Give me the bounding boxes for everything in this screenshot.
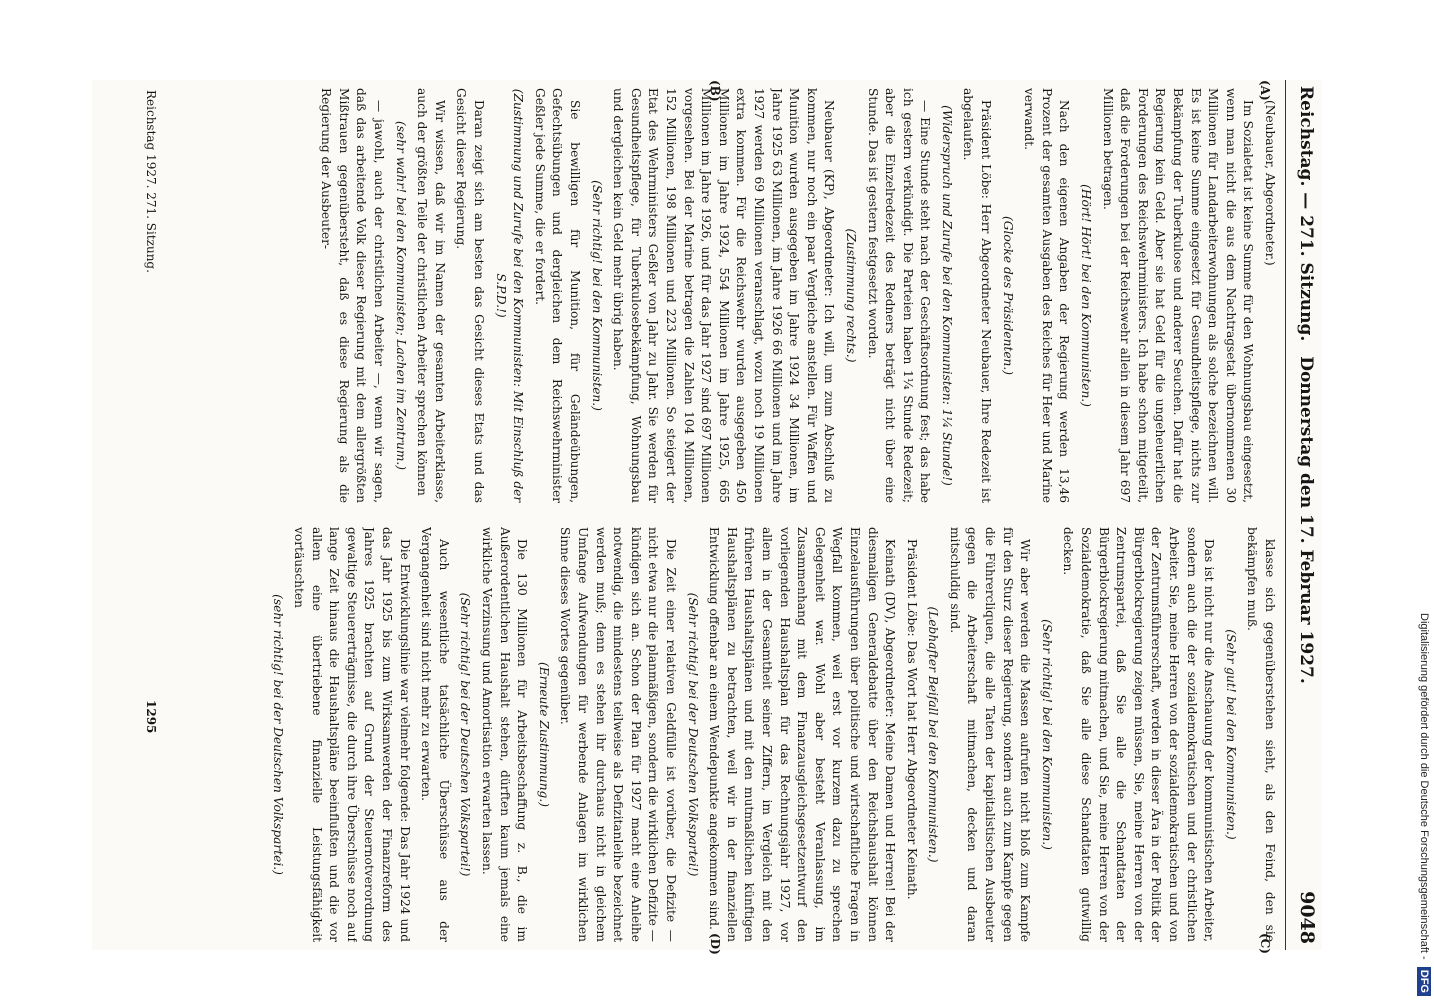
- paragraph: Wir aber werden die Massen aufrufen nicht bloß zum Kampfe für den Sturz dieser Regierung, sondern auch zum Kampfe gegen die Führercliquen, die alle Taten der kapitalistischen Ausbeuter gegen die Arbeiterschaft mitmachen, decken und daran mitschuldig sind.: [947, 527, 1033, 942]
- dfg-logo: DFG: [1417, 967, 1431, 996]
- paragraph: Die Entwicklungslinie war vielmehr folgende: Das Jahr 1924 und das Jahr 1925 bis zum Wirksamwerden der Finanzreform des Jahres 1925 brachten auf Grund der Steuernotverordnung gewaltige Steuererträgnisse, die durch ihre Überschüsse noch auf lange Zeit hinaus die Haushaltspläne beeinflußten und die vor allem eine übertriebene finanzielle Leistungsfähigkeit vortäuschten: [292, 527, 412, 942]
- digitization-credit-text: Digitalisierung gefördert durch die Deutsche Forschungsgemeinschaft -: [1418, 613, 1430, 960]
- interjection: (sehr richtig! bei der Deutschen Volkspartei.): [270, 594, 285, 875]
- margin-mark-c: (C): [1258, 933, 1272, 954]
- text-column-left: [168, 88, 1278, 503]
- paragraph: Das ist nicht nur die Anschauung der kommunistischen Arbeiter, sondern auch die der sozialdemokratischen und der christlichen Arbeiter. Sie, meine Herren von der sozialdemokratischen und von der Zentrumsführerschaft, werden in dieser Ära in der Politik der Bürgerblockregierung zeigen müssen, Sie, meine Herren von der Zentrumspartei, daß Sie alle die Schandtaten der Bürgerblockregierung mitmachen, und Sie, meine Herren von der Sozialdemokratie, daß Sie alle diese Schandtaten gutwillig decken.: [1061, 527, 1217, 942]
- interjection: (Sehr richtig! bei der Deutschen Volkspartei!): [685, 592, 700, 877]
- paragraph: Auch wesentliche tatsächliche Überschüsse aus der Vergangenheit sind nicht mehr zu erwarten.: [419, 527, 451, 942]
- header-left: Reichstag. — 271. Sitzung.: [1296, 86, 1316, 342]
- paragraph: Wir wissen, daß wir im Namen der gesamten Arbeiterklasse, auch der größten Teile der christlichen Arbeiter sprechen können: [415, 88, 447, 503]
- interjection: (Hört! Hört! bei den Kommunisten.): [1079, 184, 1094, 407]
- paragraph: Präsident Löbe: Das Wort hat Herr Abgeordneter Keinath.: [904, 539, 919, 900]
- digitization-credit: [1412, 6, 1434, 996]
- paragraph: — jawohl, auch der christlichen Arbeiter —, wenn wir sagen, daß das arbeitende Volk dieser Regierung mit dem allergrößten Mißtrauen gegenübersteht, daß es diese Regierung als die Regierung der Ausbeuter-: [319, 88, 387, 503]
- paragraph: (Neubauer, Abgeordneter.): [1263, 100, 1277, 266]
- interjection: (Zustimmung rechts.): [843, 228, 858, 363]
- interjection: (sehr wahr! bei den Kommunisten; Lachen im Zentrum.): [393, 120, 408, 471]
- paragraph: Keinath (DV), Abgeordneter: Meine Damen und Herren! Bei der diesmaligen Generaldebatte über den Reichshaushalt können Einzelausführungen über politische und wirtschaftliche Fragen in Wegfall kommen, weil erst vor kurzem dazu zu sprechen Gelegenheit war. Wohl aber besteht Veranlassung, im Zusammenhang mit dem Finanzausgleichsgesetzentwurf den vorliegenden Haushaltsplan für das Rechnungsjahr 1927, vor allem in der Gesamtheit seiner Ziffern, im Vergleich mit den früheren Haushaltsplänen und mit den mutmaßlichen künftigen Haushaltsplänen zu betrachten, weil wir in der finanziellen Entwicklung offenbar an einem Wendepunkte angekommen sind.: [707, 527, 898, 942]
- page-header: [1285, 80, 1322, 950]
- paragraph: Nach den eigenen Angaben der Regierung werden 13,46 Prozent der gesamten Ausgaben des Reiches für Heer und Marine verwandt.: [1022, 88, 1072, 503]
- interjection: (Sehr richtig! bei den Kommunisten.): [589, 180, 604, 411]
- paragraph: — Eine Stunde steht nach der Geschäftsordnung fest; das habe ich gestern verkündigt. Die Parteien haben 1¼ Stunde Redezeit; aber die Einzelredezeit des Redners beträgt nicht über eine Stunde. Das ist gestern festgesetzt worden.: [865, 88, 933, 503]
- paragraph: klasse sich gegenüberstehen sieht, als den Feind, den sie bekämpfen muß.: [1245, 527, 1277, 942]
- interjection: (Sehr richtig! bei den Kommunisten.): [1039, 619, 1054, 850]
- paragraph: Sie bewilligen für Munition, für Geländeübungen, Gefechtsübungen und dergleichen dem Reichswehrminister Geßler jede Summe, die er fordert.: [532, 88, 583, 503]
- paragraph: Präsident Löbe: Herr Abgeordneter Neubauer, Ihre Redezeit ist abgelaufen.: [961, 88, 994, 503]
- header-date: Donnerstag den 17. Februar 1927.: [1296, 356, 1316, 684]
- interjection: (Glocke des Präsidenten.): [1000, 215, 1015, 376]
- interjection: (Widerspruch und Zurufe bei den Kommunisten: 1¼ Stunde!): [939, 105, 954, 486]
- newspaper-sheet: [92, 80, 1322, 955]
- margin-mark-b: (B): [708, 80, 722, 102]
- digitization-credit-text-wrap: [1412, 6, 1434, 996]
- page-number: 9048: [1296, 891, 1318, 944]
- signature-number: 1295: [144, 700, 158, 734]
- interjection: (Lebhafter Beifall bei den Kommunisten.): [926, 606, 941, 863]
- interjection: (Sehr gut! bei den Kommunisten.): [1223, 629, 1238, 840]
- margin-mark-d: (D): [708, 933, 722, 955]
- paragraph: Daran zeigt sich am besten das Gesicht dieses Etats und das Gesicht dieser Regierung.: [454, 88, 487, 503]
- interjection: (Erneute Zustimmung.): [536, 662, 551, 807]
- interjection: (Sehr richtig! bei der Deutschen Volkspartei!): [458, 592, 473, 877]
- text-column-right: [168, 527, 1278, 942]
- paragraph: Die 130 Millionen für Arbeitsbeschaffung z. B., die im Außerordentlichen Haushalt stehen, dürften kaum jemals eine wirkliche Verzinsung und Amortisation erwarten lassen.: [480, 527, 530, 942]
- margin-mark-a: (A): [1258, 80, 1272, 101]
- paragraph: Neubauer (KP), Abgeordneter: Ich will, um zum Abschluß zu kommen, nur noch ein paar Vergleiche anstellen. Für Waffen und Munition wurden ausgegeben im Jahre 1924 34 Millionen, im Jahre 1925 63 Millionen, im Jahre 1926 66 Millionen und im Jahre 1927 werden 69 Millionen veranschlagt, wozu noch 19 Millionen extra kommen. Für die Reichswehr wurden ausgegeben 450 Millionen im Jahre 1924, 554 Millionen im Jahre 1925, 665 Millionen im Jahre 1926, und für das Jahr 1927 sind 697 Millionen vorgesehen. Bei der Marine betragen die Zahlen 104 Millionen, 152 Millionen, 198 Millionen und 223 Millionen. So steigert der Etat des Wehrministers Geßler von Jahr zu Jahr. Sie werden für Gesundheitspflege, für Tuberkulosebekämpfung, Wohnungsbau und dergleichen kein Geld mehr übrig haben.: [611, 88, 837, 503]
- paragraph: Im Sozialetat ist keine Summe für den Wohnungsbau eingesetzt, wenn man nicht die aus dem Nachtragsetat übernommenen 30 Millionen für Landarbeiterwohnungen als solche bezeichnen will. Es ist keine Summe eingesetzt für Gesundheitspflege, nichts zur Bekämpfung der Tuberkulose und anderer Seuchen. Dafür hat die Regierung kein Geld. Aber sie hat Geld für die ungeheuerlichen Forderungen des Reichswehrministers. Ich habe schon mitgeteilt, daß die Forderungen bei der Reichswehr allein in diesem Jahr 697 Millionen betragen.: [1100, 88, 1256, 503]
- footer-left: Reichstag 1927. 271. Sitzung.: [144, 90, 158, 273]
- paragraph: Die Zeit einer relativen Geldfülle ist vorüber, die Defizite — nicht etwa nur die planmäßigen, sondern die wirklichen Defizite — kündigen sich an. Schon der Plan für 1927 macht eine Anleihe notwendig, die mindestens teilweise als Defizitanleihe bezeichnet werden muß; denn es stehen ihr durchaus nicht in gleichem Umfange Aufwendungen für werbende Anlagen im wirklichen Sinne dieses Wortes gegenüber.: [558, 527, 678, 942]
- interjection: (Zustimmung und Zurufe bei den Kommunisten: Mit Einschluß der S.P.D.!): [493, 88, 526, 503]
